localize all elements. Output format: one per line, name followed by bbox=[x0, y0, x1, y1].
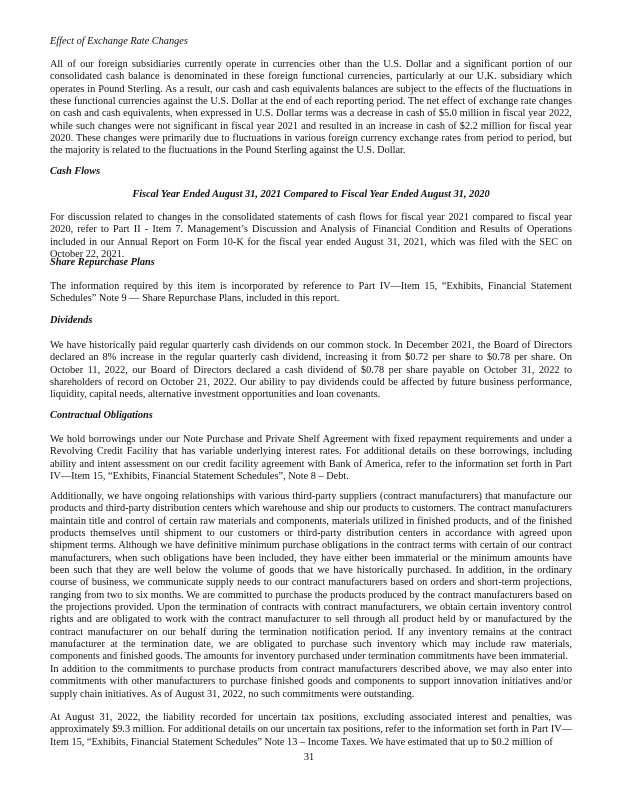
subheading-fiscal-comparison: Fiscal Year Ended August 31, 2021 Compared to Fiscal Year Ended August 31, 2020 bbox=[132, 189, 490, 200]
paragraph-borrowings: We hold borrowings under our Note Purchase and Private Shelf Agreement with fixed repayment requirements and under a Revolving Credit Facility that has variable underlying interest rates. For additional details on these borrowings, including ability and intent assessment on our credit facility agreement with Bank of America, refer to the information set forth in Part IV—Item 15, “Exhibits, Financial Statement Schedules”, Note 8 – Debt. bbox=[50, 434, 572, 483]
paragraph-other-commitments: In addition to the commitments to purchase products from contract manufacturers described above, we may also enter into commitments with other manufacturers to purchase finished goods and components to support innovation initiatives and/or supply chain initiatives. As of August 31, 2022, no such commitments were outstanding. bbox=[50, 664, 572, 700]
paragraph-contract-manufacturers: Additionally, we have ongoing relationships with various third-party suppliers (contract manufacturers) that manufacture our products and third-party distribution centers which warehouse and ship our products to customers. The contract manufacturers maintain title and control of certain raw materials and components, materials utilized in finished products, and of the finished products themselves until shipment to our customers or third-party distribution centers in accordance with agreed upon shipment terms. Although we have definitive minimum purchase obligations in the contract terms with certain of our contract manufacturers, when such obligations have been included, they have either been immaterial or the minimum amounts have been such that they are well below the volume of goods that we have historically purchased. In addition, in the ordinary course of business, we communicate supply needs to our contract manufacturers based on orders and short-term projections, ranging from two to six months. We are committed to purchase the products produced by the contract manufacturers based on the projections provided. Upon the termination of contracts with contract manufacturers, we obtain certain inventory control rights and are obligated to work with the contract manufacturer to sell through all product held by or manufactured by the contract manufacturer on our behalf during the termination notification period. If any inventory remains at the contract manufacturer at the termination date, we are obligated to purchase such inventory which may include raw materials, components and finished goods. The amounts for inventory purchased under termination commitments have been immaterial. bbox=[50, 491, 572, 663]
page-number: 31 bbox=[303, 752, 315, 763]
section-heading-dividends: Dividends bbox=[50, 315, 93, 326]
section-heading-share-repurchase: Share Repurchase Plans bbox=[50, 257, 155, 268]
paragraph-cash-flows: For discussion related to changes in the consolidated statements of cash flows for fiscal year 2021 compared to fiscal year 2020, refer to Part II - Item 7. Management’s Discussion and Analysis of Financial Condition and Results of Operations included in our Annual Report on Form 10-K for the fiscal year ended August 31, 2021, which was filed with the SEC on October 22, 2021. bbox=[50, 212, 572, 261]
paragraph-dividends: We have historically paid regular quarterly cash dividends on our common stock. In December 2021, the Board of Directors declared an 8% increase in the regular quarterly cash dividend, increasing it from $0.72 per share to $0.78 per share. On October 11, 2022, our Board of Directors declared a cash dividend of $0.78 per share payable on October 31, 2022 to shareholders of record on October 21, 2022. Our ability to pay dividends could be affected by future business performance, liquidity, capital needs, alternative investment opportunities and loan covenants. bbox=[50, 340, 572, 401]
section-heading-cash-flows: Cash Flows bbox=[50, 166, 101, 177]
paragraph-exchange-rate: All of our foreign subsidiaries currently operate in currencies other than the U.S. Dollar and a significant portion of our consolidated cash balance is denominated in these foreign functional currencies, particularly at our U.K. subsidiary which operates in Pound Sterling. As a result, our cash and cash equivalents balances are subject to the effects of the fluctuations in these functional currencies against the U.S. Dollar at the end of each reporting period. The net effect of exchange rate changes on cash and cash equivalents, when expressed in U.S. Dollar terms was a decrease in cash of $5.0 million in fiscal year 2022, while such changes were not significant in fiscal year 2021 and resulted in an increase in cash of $2.2 million for fiscal year 2020. These changes were primarily due to fluctuations in various foreign currency exchange rates from period to period, but the majority is related to the fluctuations in the Pound Sterling against the U.S. Dollar. bbox=[50, 59, 572, 157]
paragraph-uncertain-tax: At August 31, 2022, the liability recorded for uncertain tax positions, excluding associated interest and penalties, was approximately $9.3 million. For additional details on our uncertain tax positions, refer to the information set forth in Part IV—Item 15, “Exhibits, Financial Statement Schedules” Note 13 – Income Taxes. We have estimated that up to $0.2 million of bbox=[50, 712, 572, 748]
paragraph-share-repurchase: The information required by this item is incorporated by reference to Part IV—Item 15, “Exhibits, Financial Statement Schedules” Note 9 — Share Repurchase Plans, included in this report. bbox=[50, 281, 572, 305]
section-heading-exchange-rate: Effect of Exchange Rate Changes bbox=[50, 36, 188, 47]
section-heading-contractual-obligations: Contractual Obligations bbox=[50, 410, 153, 421]
